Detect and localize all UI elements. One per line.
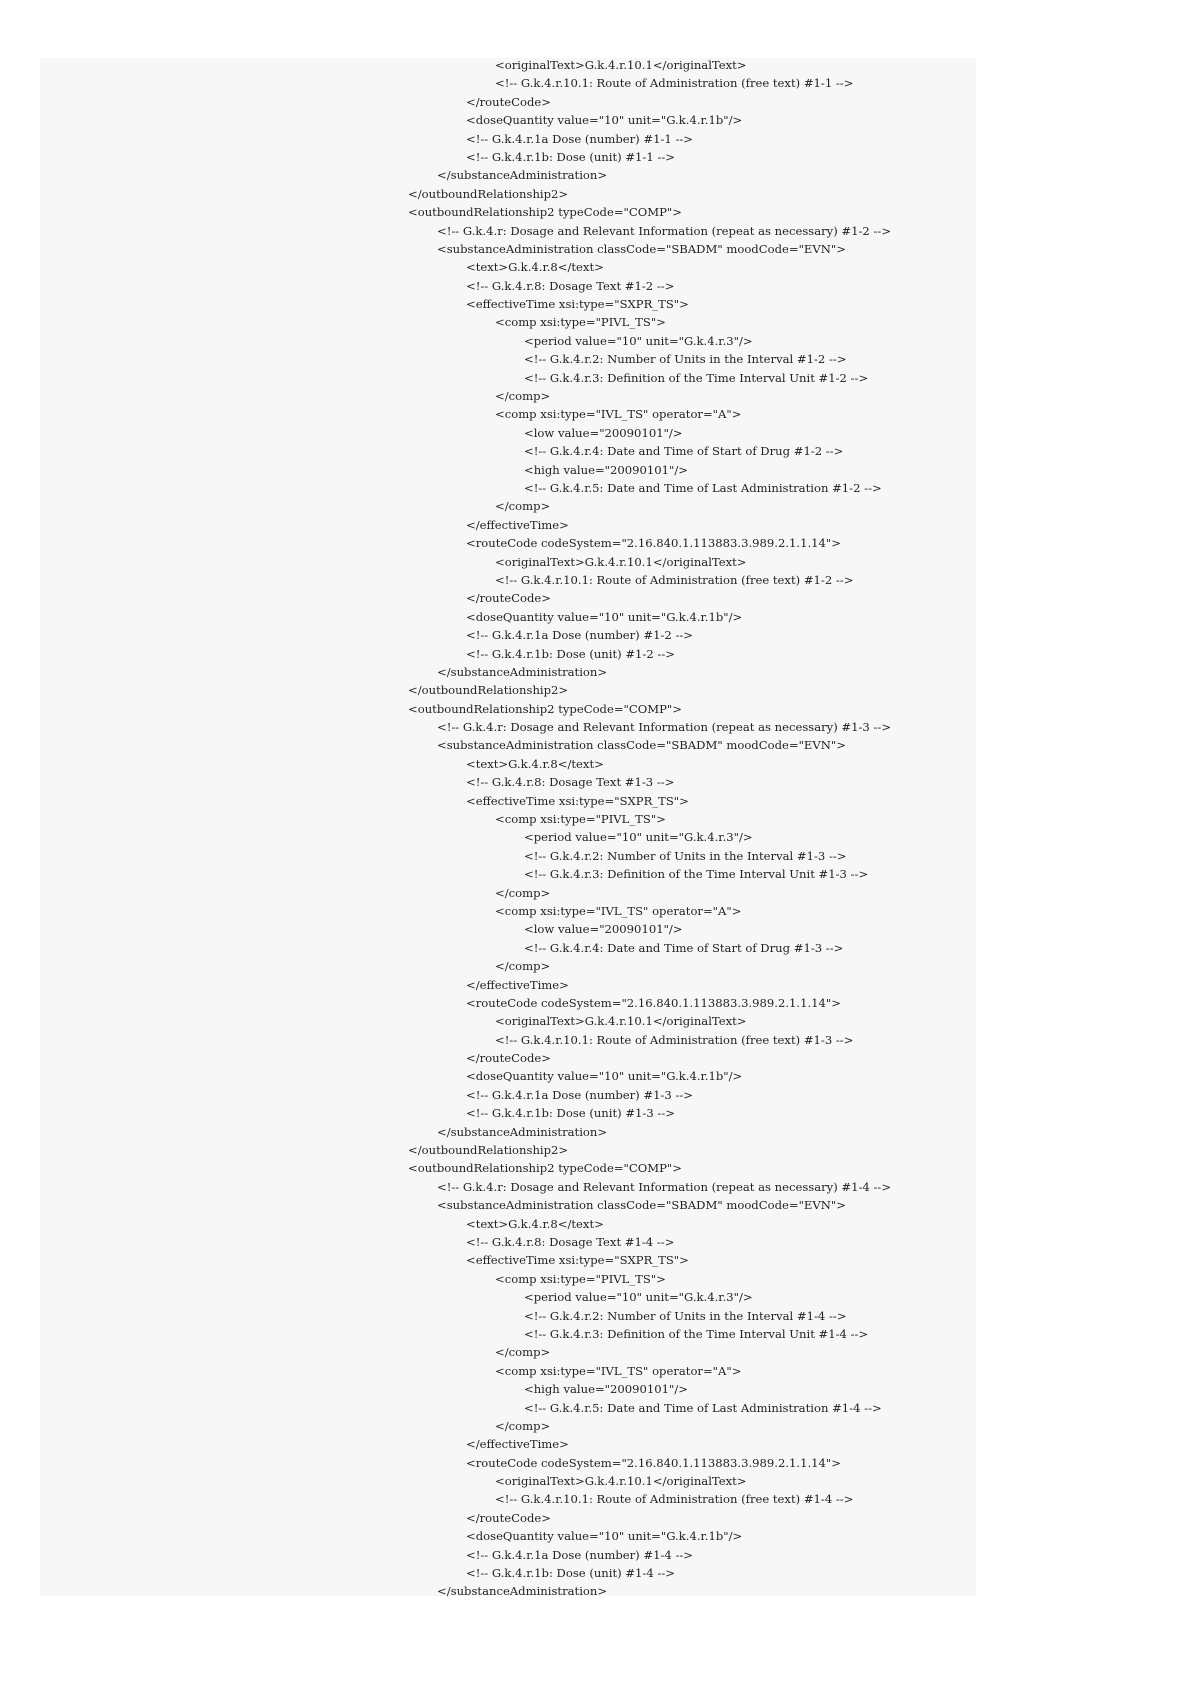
- code-line: </comp>: [495, 499, 551, 514]
- code-line: <!-- G.k.4.r.10.1: Route of Administration (free text) #1-2 -->: [495, 572, 854, 587]
- code-line: <comp xsi:type="IVL_TS" operator="A">: [495, 407, 742, 422]
- code-line: <period value="10" unit="G.k.4.r.3"/>: [524, 333, 753, 348]
- code-line: <!-- G.k.4.r.1b: Dose (unit) #1-3 -->: [466, 1106, 675, 1121]
- code-line: <!-- G.k.4.r.8: Dosage Text #1-4 -->: [466, 1235, 675, 1249]
- code-line: <comp xsi:type="IVL_TS" operator="A">: [495, 903, 742, 918]
- code-line: <doseQuantity value="10" unit="G.k.4.r.1b"/>: [466, 113, 743, 128]
- code-line: <doseQuantity value="10" unit="G.k.4.r.1b"/>: [466, 609, 743, 624]
- code-line: <text>G.k.4.r.8</text>: [466, 756, 604, 771]
- code-line: <originalText>G.k.4.r.10.1</originalText>: [495, 1474, 747, 1489]
- code-line: <!-- G.k.4.r.3: Definition of the Time Interval Unit #1-2 -->: [524, 370, 869, 385]
- code-line: </outboundRelationship2>: [408, 186, 569, 201]
- xml-code-listing: [0, 56, 1181, 1601]
- code-line: </outboundRelationship2>: [408, 1143, 569, 1158]
- code-line: <!-- G.k.4.r.1a Dose (number) #1-4 -->: [466, 1547, 693, 1562]
- code-line: <routeCode codeSystem="2.16.840.1.113883.3.989.2.1.1.14">: [466, 995, 841, 1010]
- code-line: <!-- G.k.4.r.3: Definition of the Time Interval Unit #1-3 -->: [524, 867, 869, 882]
- code-line: <!-- G.k.4.r.10.1: Route of Administration (free text) #1-3 -->: [495, 1032, 854, 1047]
- code-line: <substanceAdministration classCode="SBADM" moodCode="EVN">: [437, 738, 846, 753]
- code-line: <!-- G.k.4.r.2: Number of Units in the Interval #1-4 -->: [524, 1308, 847, 1323]
- code-line: <!-- G.k.4.r.1b: Dose (unit) #1-1 -->: [466, 149, 675, 164]
- code-line: <comp xsi:type="PIVL_TS">: [495, 812, 666, 827]
- code-line: <originalText>G.k.4.r.10.1</originalText>: [495, 554, 747, 569]
- code-line: <outboundRelationship2 typeCode="COMP">: [408, 1161, 682, 1176]
- code-line: <outboundRelationship2 typeCode="COMP">: [408, 205, 682, 220]
- code-line: <period value="10" unit="G.k.4.r.3"/>: [524, 1290, 753, 1305]
- code-line: <!-- G.k.4.r.1b: Dose (unit) #1-2 -->: [466, 646, 675, 661]
- code-line: <!-- G.k.4.r.2: Number of Units in the Interval #1-2 -->: [524, 352, 847, 367]
- code-line: <!-- G.k.4.r.10.1: Route of Administration (free text) #1-1 -->: [495, 76, 854, 91]
- code-line: <!-- G.k.4.r.4: Date and Time of Start of Drug #1-2 -->: [524, 444, 844, 459]
- code-line: <text>G.k.4.r.8</text>: [466, 1216, 604, 1231]
- code-line: <low value="20090101"/>: [524, 922, 683, 937]
- code-line: <!-- G.k.4.r.1a Dose (number) #1-2 -->: [466, 628, 693, 643]
- code-line: <outboundRelationship2 typeCode="COMP">: [408, 701, 682, 716]
- code-line: <!-- G.k.4.r.5: Date and Time of Last Administration #1-4 -->: [524, 1400, 882, 1415]
- code-line: <period value="10" unit="G.k.4.r.3"/>: [524, 830, 753, 845]
- code-line: <effectiveTime xsi:type="SXPR_TS">: [466, 297, 689, 312]
- code-line: <originalText>G.k.4.r.10.1</originalText>: [495, 1014, 747, 1029]
- code-line: <doseQuantity value="10" unit="G.k.4.r.1b"/>: [466, 1529, 743, 1544]
- code-line: </routeCode>: [466, 94, 551, 109]
- code-line: </routeCode>: [466, 1510, 551, 1525]
- code-line: </substanceAdministration>: [437, 664, 608, 679]
- code-line: <!-- G.k.4.r.8: Dosage Text #1-3 -->: [466, 775, 675, 790]
- code-line: <substanceAdministration classCode="SBADM" moodCode="EVN">: [437, 241, 846, 256]
- code-line: <!-- G.k.4.r.1a Dose (number) #1-3 -->: [466, 1087, 693, 1102]
- code-line: <originalText>G.k.4.r.10.1</originalText>: [495, 58, 747, 72]
- code-line: </routeCode>: [466, 591, 551, 606]
- code-line: <!-- G.k.4.r.1b: Dose (unit) #1-4 -->: [466, 1566, 675, 1581]
- code-line: </effectiveTime>: [466, 517, 569, 532]
- code-line: <!-- G.k.4.r.4: Date and Time of Start of Drug #1-3 -->: [524, 940, 844, 955]
- code-line: </comp>: [495, 389, 551, 404]
- code-line: <low value="20090101"/>: [524, 425, 683, 440]
- code-line: </substanceAdministration>: [437, 168, 608, 183]
- code-line: </comp>: [495, 959, 551, 974]
- code-line: <text>G.k.4.r.8</text>: [466, 260, 604, 275]
- code-line: <effectiveTime xsi:type="SXPR_TS">: [466, 1253, 689, 1268]
- code-line: </outboundRelationship2>: [408, 683, 569, 698]
- code-line: <!-- G.k.4.r: Dosage and Relevant Information (repeat as necessary) #1-4 -->: [437, 1179, 892, 1194]
- code-line: <routeCode codeSystem="2.16.840.1.113883.3.989.2.1.1.14">: [466, 536, 841, 551]
- code-line: <high value="20090101"/>: [524, 462, 688, 477]
- code-line: <!-- G.k.4.r.2: Number of Units in the Interval #1-3 -->: [524, 848, 847, 863]
- code-line: <!-- G.k.4.r: Dosage and Relevant Information (repeat as necessary) #1-2 -->: [437, 223, 892, 238]
- code-line: <comp xsi:type="PIVL_TS">: [495, 1271, 666, 1286]
- code-line: </routeCode>: [466, 1051, 551, 1066]
- code-line: </substanceAdministration>: [437, 1124, 608, 1139]
- code-line: <substanceAdministration classCode="SBADM" moodCode="EVN">: [437, 1198, 846, 1213]
- code-line: <effectiveTime xsi:type="SXPR_TS">: [466, 793, 689, 808]
- code-line: <!-- G.k.4.r.1a Dose (number) #1-1 -->: [466, 131, 693, 146]
- code-line: </effectiveTime>: [466, 977, 569, 992]
- code-line: <!-- G.k.4.r.8: Dosage Text #1-2 -->: [466, 278, 675, 293]
- code-line: <high value="20090101"/>: [524, 1382, 688, 1397]
- code-line: <!-- G.k.4.r.5: Date and Time of Last Administration #1-2 -->: [524, 480, 882, 495]
- code-line: </comp>: [495, 1418, 551, 1433]
- code-line: </effectiveTime>: [466, 1437, 569, 1452]
- code-line: <comp xsi:type="IVL_TS" operator="A">: [495, 1363, 742, 1378]
- code-line: </comp>: [495, 885, 551, 900]
- code-line: </substanceAdministration>: [437, 1584, 608, 1599]
- code-line: <!-- G.k.4.r.10.1: Route of Administration (free text) #1-4 -->: [495, 1492, 854, 1507]
- code-line: <!-- G.k.4.r: Dosage and Relevant Information (repeat as necessary) #1-3 -->: [437, 720, 892, 735]
- code-line: <routeCode codeSystem="2.16.840.1.113883.3.989.2.1.1.14">: [466, 1455, 841, 1470]
- code-line: </comp>: [495, 1345, 551, 1360]
- code-line: <comp xsi:type="PIVL_TS">: [495, 315, 666, 330]
- code-line: <doseQuantity value="10" unit="G.k.4.r.1b"/>: [466, 1069, 743, 1084]
- code-line: <!-- G.k.4.r.3: Definition of the Time Interval Unit #1-4 -->: [524, 1326, 869, 1341]
